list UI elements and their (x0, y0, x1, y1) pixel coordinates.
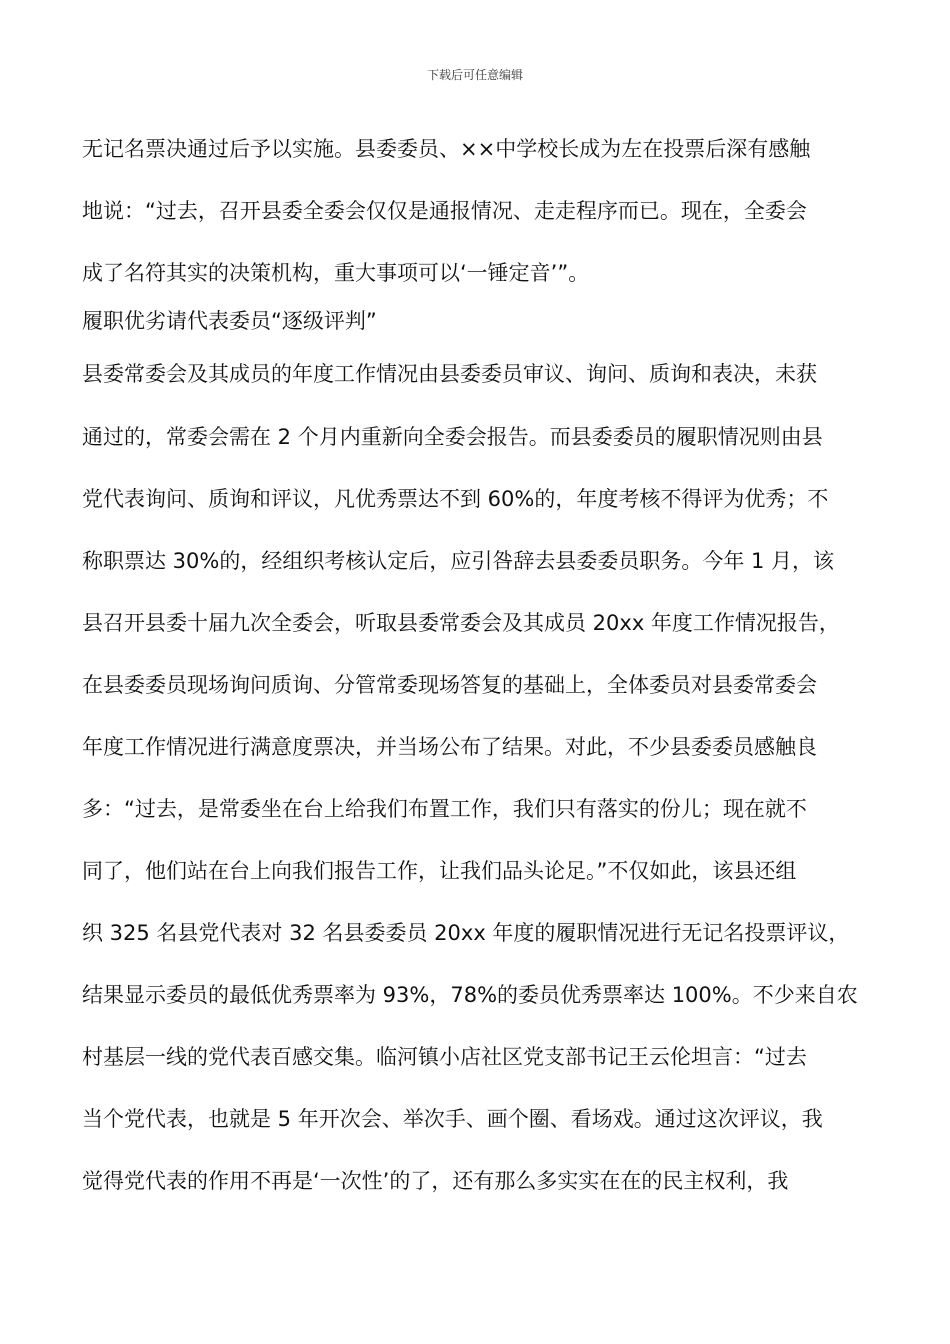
paragraph-line: 织 325 名县党代表对 32 名县委委员 20xx 年度的履职情况进行无记名投票评议， (82, 921, 850, 945)
paragraph-line: 多：“过去，是常委坐在台上给我们布置工作，我们只有落实的份儿；现在就不 (82, 797, 807, 821)
paragraph-line: 称职票达 30%的，经组织考核认定后，应引咎辞去县委委员职务。今年 1 月，该 (82, 549, 835, 573)
paragraph-line: 成了名符其实的决策机构，重大事项可以‘一锤定音’”。 (82, 261, 590, 285)
paragraph-line: 当个党代表，也就是 5 年开次会、举次手、画个圈、看场戏。通过这次评议，我 (82, 1107, 823, 1131)
paragraph-line: 结果显示委员的最低优秀票率为 93%，78%的委员优秀票率达 100%。不少来自农 (82, 983, 858, 1007)
paragraph-line: 通过的，常委会需在 2 个月内重新向全委会报告。而县委委员的履职情况则由县 (82, 425, 823, 449)
paragraph-line: 在县委委员现场询问质询、分管常委现场答复的基础上，全体委员对县委常委会 (82, 673, 817, 697)
paragraph-line: 年度工作情况进行满意度票决，并当场公布了结果。对此，不少县委委员感触良 (82, 735, 817, 759)
page-header: 下载后可任意编辑 (426, 68, 523, 82)
document-body (82, 118, 882, 1212)
paragraph-line: 县召开县委十届九次全委会，听取县委常委会及其成员 20xx 年度工作情况报告， (82, 611, 840, 635)
paragraph-line: 村基层一线的党代表百感交集。临河镇小店社区党支部书记王云伦坦言：“过去 (82, 1045, 807, 1069)
paragraph-line: 同了，他们站在台上向我们报告工作，让我们品头论足。”不仅如此，该县还组 (82, 859, 797, 883)
paragraph-line: 无记名票决通过后予以实施。县委委员、××中学校长成为左在投票后深有感触 (82, 137, 811, 161)
paragraph-line: 地说：“过去，召开县委全委会仅仅是通报情况、走走程序而已。现在，全委会 (82, 199, 807, 223)
paragraph-line: 觉得党代表的作用不再是‘一次性’的了，还有那么多实实在在的民主权利，我 (82, 1169, 789, 1193)
section-heading: 履职优劣请代表委员“逐级评判” (82, 309, 377, 333)
paragraph-line: 县委常委会及其成员的年度工作情况由县委委员审议、询问、质询和表决，未获 (82, 362, 817, 386)
paragraph-line: 党代表询问、质询和评议，凡优秀票达不到 60%的，年度考核不得评为优秀；不 (82, 487, 829, 511)
